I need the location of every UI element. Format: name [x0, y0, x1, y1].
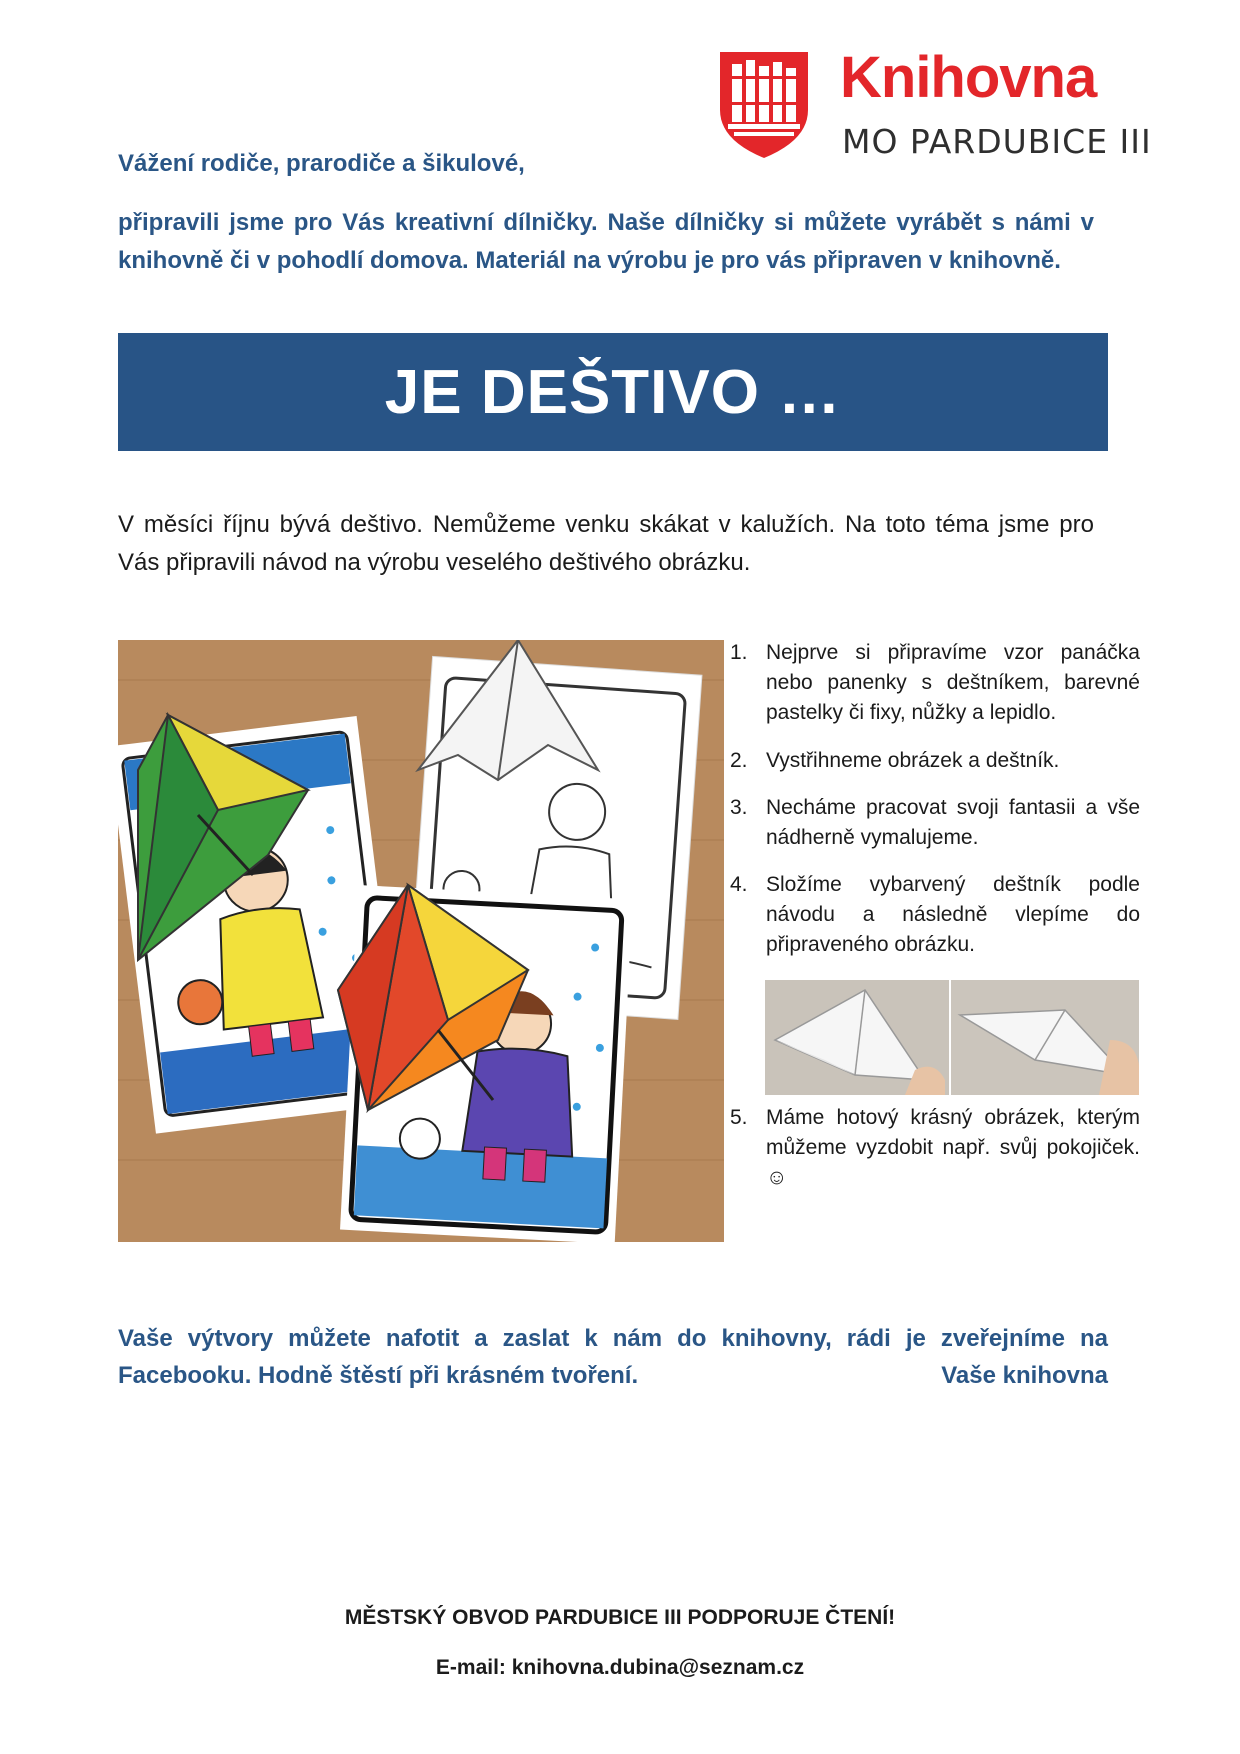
description-paragraph: V měsíci říjnu bývá deštivo. Nemůžeme venku skákat v kalužích. Na toto téma jsme pro Vás připravili návod na výrobu veselého deštivého obrázku. [118, 511, 1094, 576]
step-number: 4. [730, 873, 748, 896]
step-number: 5. [730, 1106, 748, 1129]
intro-paragraph: připravili jsme pro Vás kreativní dílničky. Naše dílničky si můžete vyrábět s námi v knihovně či v pohodlí domova. Materiál na výrobu je pro vás připraven v knihovně. [118, 209, 1094, 274]
logo-name: Knihovna [840, 45, 1097, 110]
folding-photos [765, 980, 1139, 1095]
step-text: Vystřihneme obrázek a deštník. [766, 749, 1060, 772]
step-number: 3. [730, 796, 748, 819]
footer-email: E-mail: knihovna.dubina@seznam.cz [435, 1656, 805, 1679]
library-logo [718, 45, 1152, 161]
closing-paragraph [118, 1320, 1108, 1394]
page-title: JE DEŠTIVO … [384, 357, 842, 427]
step-text: Složíme vybarvený deštník podle návodu a následně vlepíme do připraveného obrázku. [766, 873, 1140, 956]
step-text: Necháme pracovat svoji fantasii a vše nádherně vymalujeme. [766, 796, 1140, 849]
step-number: 1. [730, 641, 748, 664]
craft-photo [118, 640, 724, 1242]
step-text: Máme hotový krásný obrázek, kterým můžeme vyzdobit např. svůj pokojiček. ☺ [766, 1106, 1140, 1189]
footer-slogan: MĚSTSKÝ OBVOD PARDUBICE III PODPORUJE ČTENÍ! [344, 1606, 896, 1629]
closing-text: Vaše výtvory můžete nafotit a zaslat k nám do knihovny, rádi je zveřejníme na Facebooku. Hodně štěstí při krásném tvoření. [118, 1325, 1108, 1389]
title-banner [118, 333, 1108, 451]
step-number: 2. [730, 749, 748, 772]
library-shield-icon [718, 50, 810, 160]
step-text: Nejprve si připravíme vzor panáčka nebo panenky s deštníkem, barevné pastelky či fixy, nůžky a lepidlo. [766, 641, 1140, 724]
greeting: Vážení rodiče, prarodiče a šikulové, [118, 150, 525, 177]
logo-subtitle: MO PARDUBICE III [842, 122, 1152, 161]
signature: Vaše knihovna [941, 1362, 1108, 1389]
